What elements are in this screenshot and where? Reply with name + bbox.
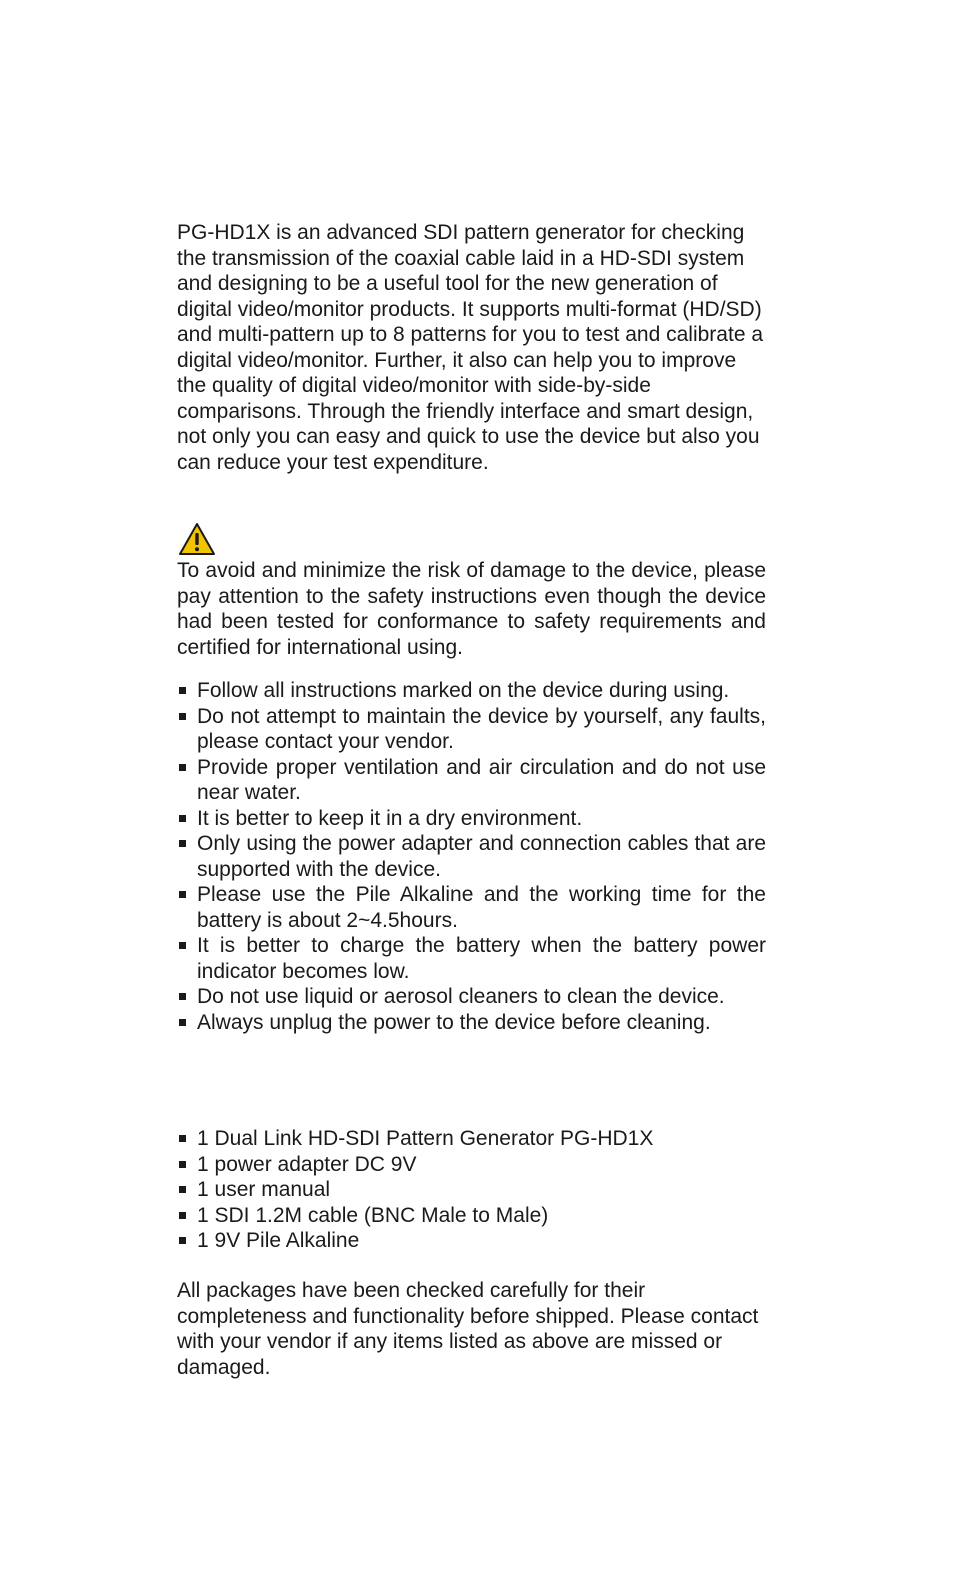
safety-intro-section: [177, 558, 766, 660]
safety-instructions-list: [177, 678, 766, 1035]
list-item: Please use the Pile Alkaline and the working time for the battery is about 2~4.5hours.: [177, 882, 766, 933]
list-item: Do not use liquid or aerosol cleaners to clean the device.: [177, 984, 766, 1010]
package-note-paragraph: All packages have been checked carefully for their completeness and functionality before shipped. Please contact with your vendor if any items listed as above are missed or damaged.: [177, 1279, 759, 1379]
list-item: Provide proper ventilation and air circulation and do not use near water.: [177, 755, 766, 806]
list-item: Do not attempt to maintain the device by yourself, any faults, please contact your vendor.: [177, 704, 766, 755]
list-item: Follow all instructions marked on the device during using.: [177, 678, 766, 704]
intro-paragraph: PG-HD1X is an advanced SDI pattern generator for checking the transmission of the coaxial cable laid in a HD-SDI system and designing to be a useful tool for the new generation of digital video/monitor products. It supports multi-format (HD/SD) and multi-pattern up to 8 patterns for you to test and calibrate a digital video/monitor. Further, it also can help you to improve the quality of digital video/monitor with side-by-side comparisons. Through the friendly interface and smart design, not only you can easy and quick to use the device but also you can reduce your test expenditure.: [177, 221, 764, 474]
list-item: It is better to keep it in a dry environment.: [177, 806, 766, 832]
safety-intro-paragraph: To avoid and minimize the risk of damage to the device, please pay attention to the safety instructions even though the device had been tested for conformance to safety requirements and certified for international using.: [177, 559, 766, 659]
intro-section: [177, 220, 766, 475]
list-item: It is better to charge the battery when the battery power indicator becomes low.: [177, 933, 766, 984]
list-item: 1 power adapter DC 9V: [177, 1152, 766, 1178]
package-contents-list: [177, 1126, 766, 1254]
list-item: 1 Dual Link HD-SDI Pattern Generator PG-HD1X: [177, 1126, 766, 1152]
warning-triangle-svg: [178, 522, 216, 556]
list-item: 1 user manual: [177, 1177, 766, 1203]
list-item: Always unplug the power to the device before cleaning.: [177, 1010, 766, 1036]
list-item: 1 SDI 1.2M cable (BNC Male to Male): [177, 1203, 766, 1229]
package-note-section: [177, 1278, 766, 1380]
list-item: 1 9V Pile Alkaline: [177, 1228, 766, 1254]
list-item: Only using the power adapter and connection cables that are supported with the device.: [177, 831, 766, 882]
warning-triangle-icon: [178, 522, 216, 556]
